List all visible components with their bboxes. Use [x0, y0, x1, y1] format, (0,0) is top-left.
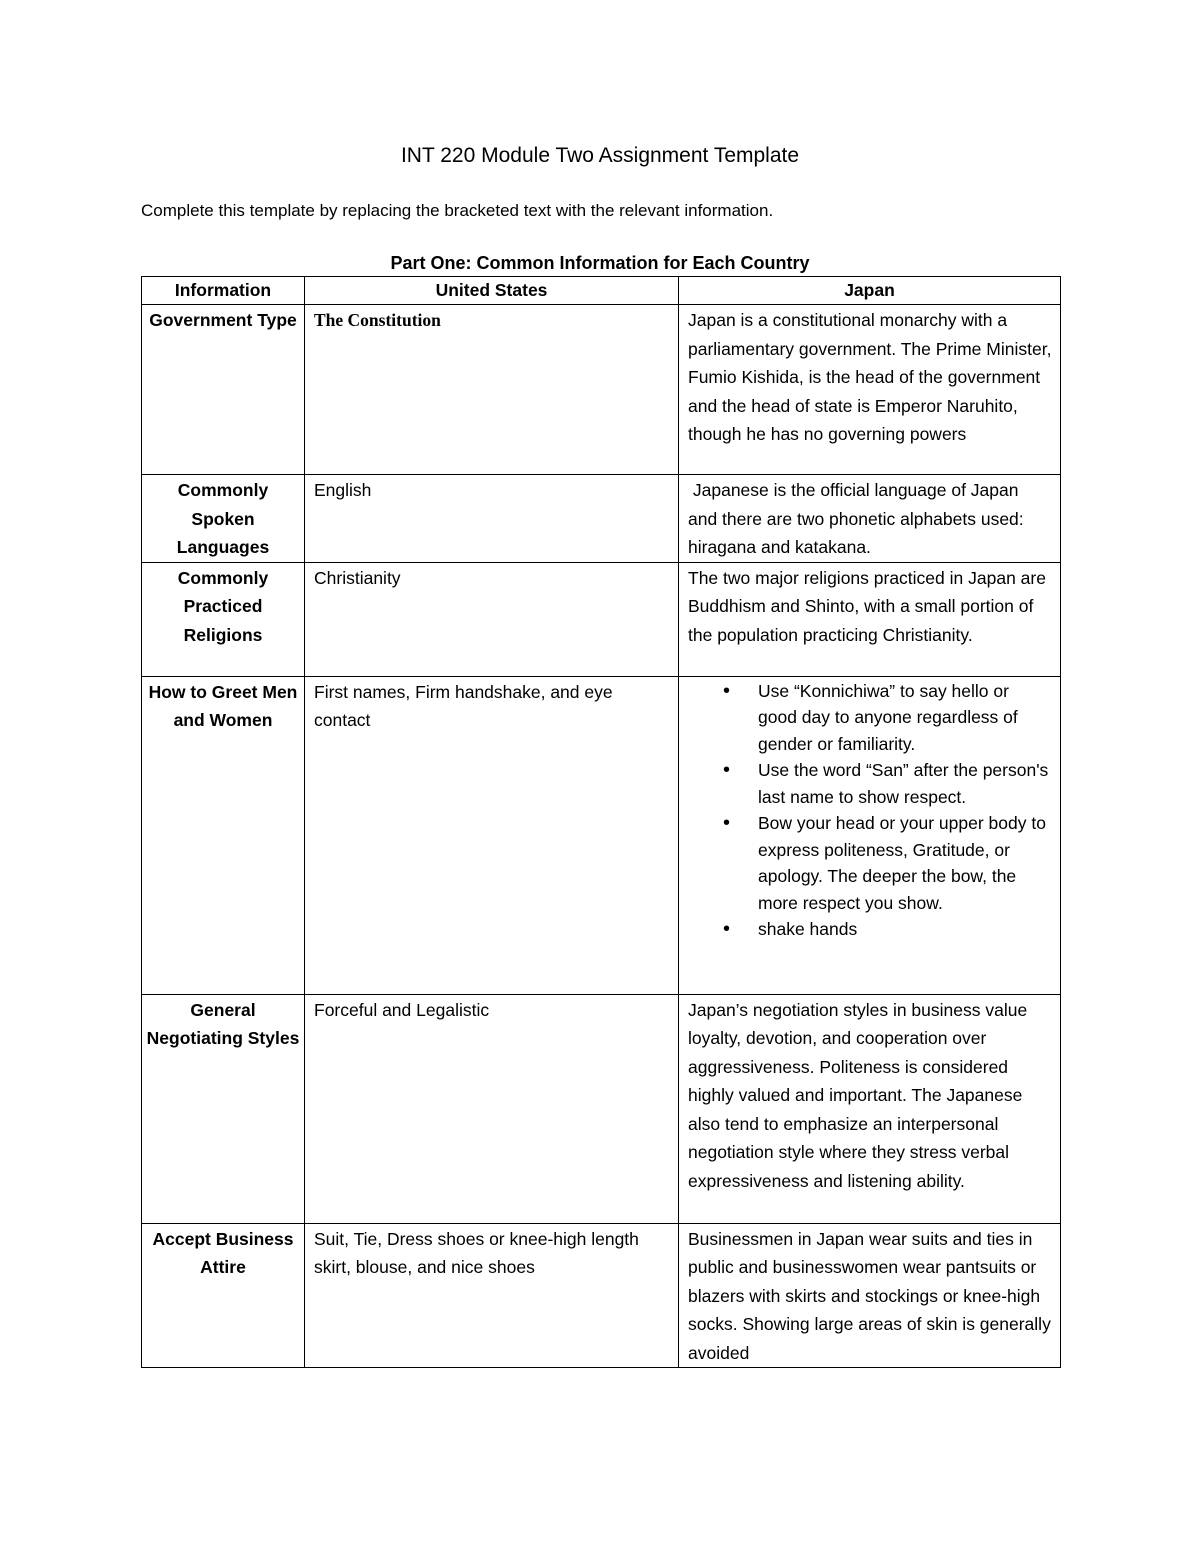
japan-cell: Japan’s negotiation styles in business value loyalty, devotion, and cooperation over aggressiveness. Politeness is considered highly valued and important. The Japanese also tend to emphasize an interpersonal negotiation style where they stress verbal expressiveness and listening ability. [679, 994, 1061, 1223]
us-cell: Christianity [305, 562, 679, 676]
us-cell: Suit, Tie, Dress shoes or knee-high length skirt, blouse, and nice shoes [305, 1223, 679, 1368]
japan-cell [679, 676, 1061, 994]
table-row [142, 475, 1061, 563]
greeting-bullet-list [688, 678, 1052, 943]
table-caption: Part One: Common Information for Each Country [390, 253, 810, 273]
us-cell: English [305, 475, 679, 563]
header-united-states: United States [305, 277, 679, 305]
japan-cell: The two major religions practiced in Japan are Buddhism and Shinto, with a small portion of the population practicing Christianity. [679, 562, 1061, 676]
us-cell: First names, Firm handshake, and eye contact [305, 676, 679, 994]
table-header-row [142, 277, 1061, 305]
instructions-text: Complete this template by replacing the bracketed text with the relevant information. [141, 201, 774, 220]
table-row [142, 305, 1061, 475]
table-row [142, 676, 1061, 994]
row-label: Government Type [142, 305, 305, 475]
table-row [142, 994, 1061, 1223]
row-label: Commonly Spoken Languages [142, 475, 305, 563]
list-item: • shake hands [758, 916, 1052, 943]
row-label: General Negotiating Styles [142, 994, 305, 1223]
header-information: Information [142, 277, 305, 305]
row-label: Accept Business Attire [142, 1223, 305, 1368]
list-item: • Bow your head or your upper body to express politeness, Gratitude, or apology. The deeper the bow, the more respect you show. [758, 810, 1052, 916]
list-item: • Use “Konnichiwa” to say hello or good day to anyone regardless of gender or familiarity. [758, 678, 1052, 758]
us-cell: Forceful and Legalistic [305, 994, 679, 1223]
row-label: Commonly Practiced Religions [142, 562, 305, 676]
japan-cell: Japanese is the official language of Japan and there are two phonetic alphabets used: hiragana and katakana. [679, 475, 1061, 563]
list-item: • Use the word “San” after the person's last name to show respect. [758, 757, 1052, 810]
us-cell: The Constitution [305, 305, 679, 475]
row-label: How to Greet Men and Women [142, 676, 305, 994]
country-info-table [141, 276, 1061, 1368]
japan-cell: Japan is a constitutional monarchy with a parliamentary government. The Prime Minister, Fumio Kishida, is the head of the government and the head of state is Emperor Naruhito, though he has no governing powers [679, 305, 1061, 475]
table-row [142, 1223, 1061, 1368]
document-title: INT 220 Module Two Assignment Template [400, 144, 800, 167]
japan-cell: Businessmen in Japan wear suits and ties in public and businesswomen wear pantsuits or blazers with skirts and stockings or knee-high socks. Showing large areas of skin is generally avoided [679, 1223, 1061, 1368]
header-japan: Japan [679, 277, 1061, 305]
table-row [142, 562, 1061, 676]
